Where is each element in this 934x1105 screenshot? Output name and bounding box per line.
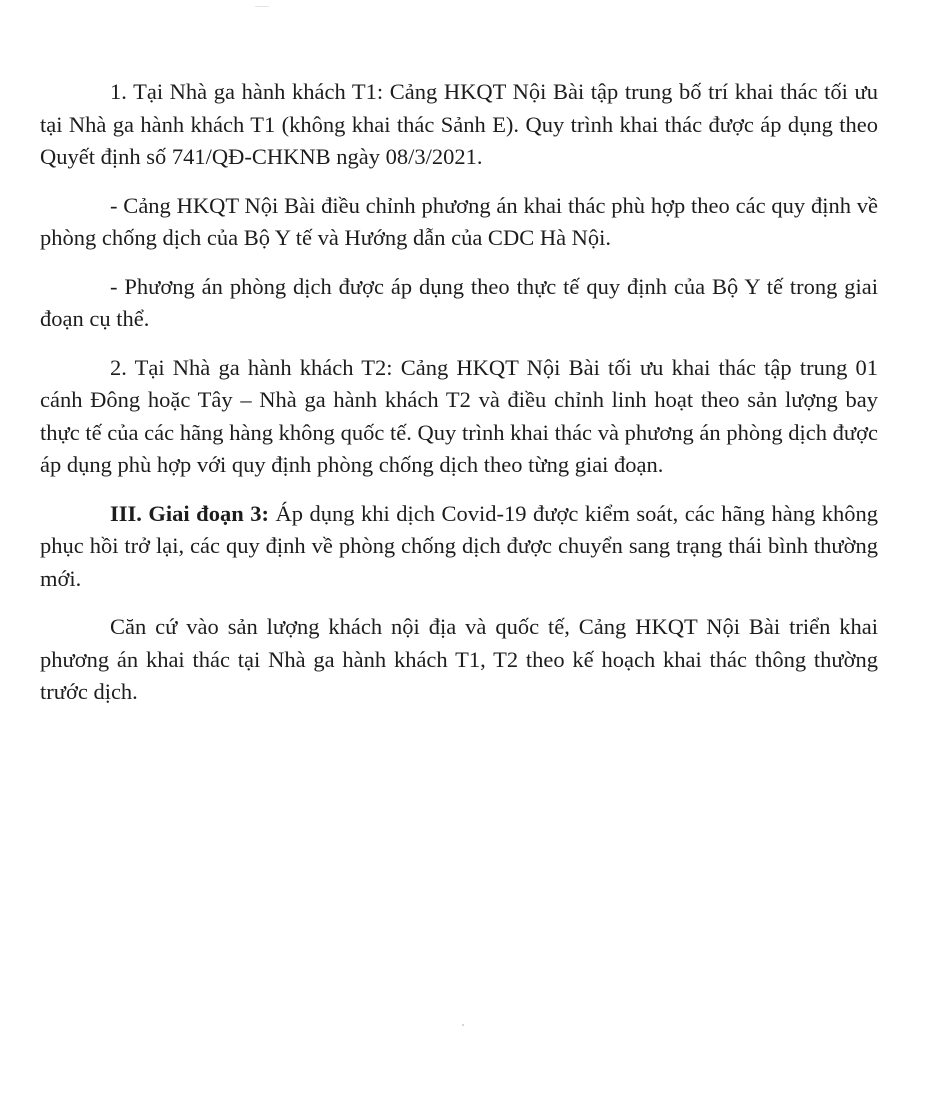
phase-3-heading: III. Giai đoạn 3:: [110, 500, 269, 526]
scan-mark: [255, 6, 269, 7]
paragraph-terminal-t2: 2. Tại Nhà ga hành khách T2: Cảng HKQT Nội Bài tối ưu khai thác tập trung 01 cánh Đông hoặc Tây – Nhà ga hành khách T2 và điều chỉnh linh hoạt theo sản lượng bay thực tế của các hãng hàng không quốc tế. Quy trình khai thác và phương án phòng dịch được áp dụng phù hợp với quy định phòng chống dịch theo từng giai đoạn.: [40, 354, 878, 477]
paragraph-phase-3: [40, 498, 878, 596]
document-body: [40, 76, 878, 709]
paragraph-terminal-t1: 1. Tại Nhà ga hành khách T1: Cảng HKQT Nội Bài tập trung bố trí khai thác tối ưu tại Nhà ga hành khách T1 (không khai thác Sảnh E). Quy trình khai thác được áp dụng theo Quyết định số 741/QĐ-CHKNB ngày 08/3/2021.: [40, 79, 878, 169]
paragraph-t1-adjustment: - Cảng HKQT Nội Bài điều chỉnh phương án khai thác phù hợp theo các quy định về phòng chống dịch của Bộ Y tế và Hướng dẫn của CDC Hà Nội.: [40, 192, 878, 250]
paragraph-conclusion: Căn cứ vào sản lượng khách nội địa và quốc tế, Cảng HKQT Nội Bài triển khai phương án khai thác tại Nhà ga hành khách T1, T2 theo kế hoạch khai thác thông thường trước dịch.: [40, 614, 878, 704]
phase-3-text: Áp dụng khi dịch Covid-19 được kiểm soát, các hãng hàng không phục hồi trở lại, các quy định về phòng chống dịch được chuyển sang trạng thái bình thường mới.: [40, 500, 879, 591]
scan-speck: [462, 1024, 464, 1026]
paragraph-t1-prevention: - Phương án phòng dịch được áp dụng theo thực tế quy định của Bộ Y tế trong giai đoạn cụ thể.: [40, 273, 878, 331]
